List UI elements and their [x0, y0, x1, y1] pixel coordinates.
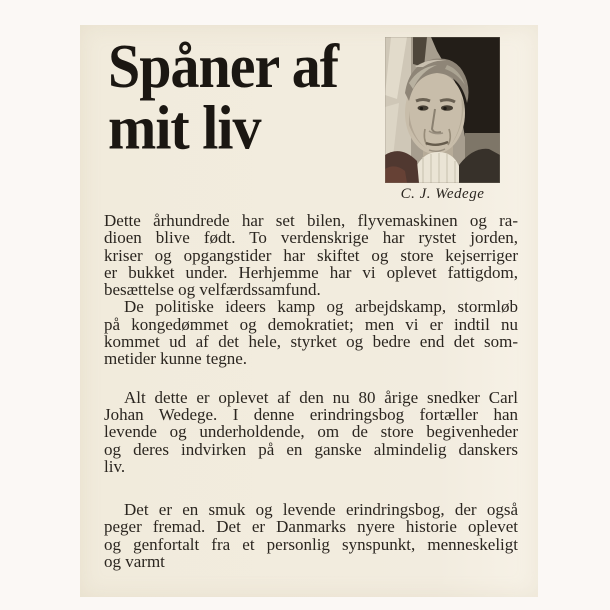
headline-line-2: mit liv [108, 92, 261, 163]
portrait-photo-graphic [385, 37, 500, 183]
text-line: og varmt [104, 552, 165, 572]
text-line: besættelse og velfærdssamfund. [104, 280, 321, 300]
text-line: kommet ud af det hele, styrket og bedre end det som- [104, 332, 518, 352]
text-line: og genfortalt fra et personlig synspunkt, menneskeligt [104, 534, 518, 554]
text-line: De politiske ideers kamp og arbejdskamp, stormløb [124, 297, 518, 317]
text-line: levende og underholdende, om de store begivenheder [104, 422, 518, 442]
text-line: og deres indvirken på en ganske almindelig danskers [104, 439, 518, 459]
text-line: liv. [104, 456, 126, 476]
clipping-paper [80, 25, 538, 597]
text-line: Alt dette er oplevet af den nu 80 årige snedker Carl [124, 387, 518, 407]
photo-caption: C. J. Wedege [400, 186, 485, 202]
text-line: Johan Wedege. I denne erindringsbog fortæller han [104, 404, 518, 424]
text-line: metider kunne tegne. [104, 349, 248, 369]
body-text [104, 212, 518, 570]
text-line: er bukket under. Herhjemme har vi oplevet fattigdom, [104, 262, 518, 282]
text-line: kriser og opgangstider har skiftet og store kejserriger [104, 245, 518, 265]
paragraph [104, 389, 518, 475]
portrait-photo [385, 37, 500, 183]
text-line: Dette århundrede har set bilen, flyvemaskinen og ra- [104, 211, 518, 230]
paragraph [104, 212, 518, 298]
headline [108, 30, 339, 163]
headline-line-1: Spåner af [108, 30, 339, 101]
text-line: dioen blive født. To verdenskrige har rystet jorden, [104, 228, 518, 248]
paragraph [104, 501, 518, 570]
text-line: på kongedømmet og demokratiet; men vi er indtil nu [104, 314, 518, 334]
paragraph [104, 298, 518, 367]
text-line: Det er en smuk og levende erindringsbog, der også [124, 500, 518, 520]
text-line: peger fremad. Det er Danmarks nyere historie oplevet [104, 517, 518, 537]
